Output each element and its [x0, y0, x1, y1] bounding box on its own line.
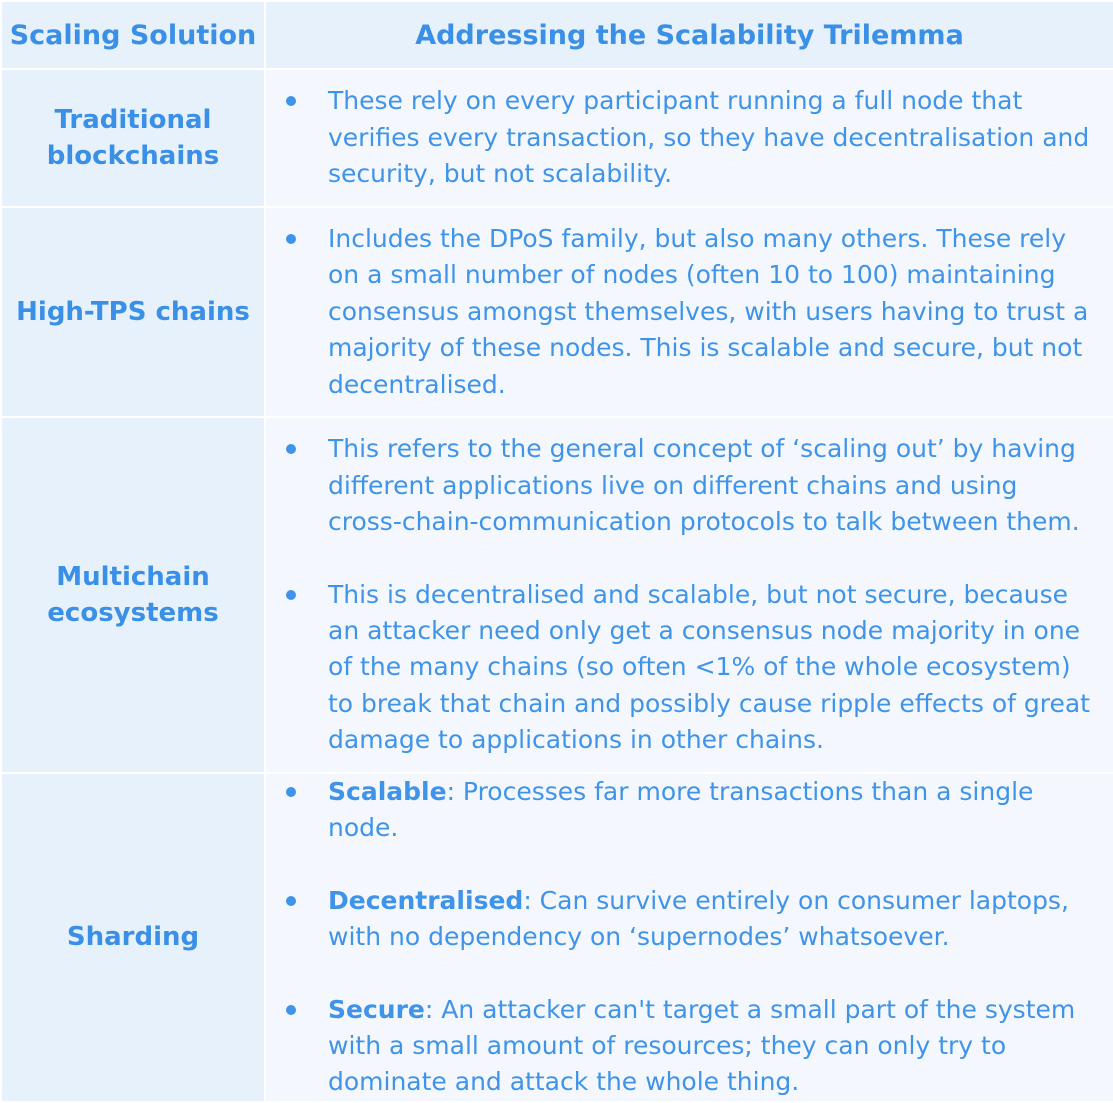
table-header-row	[1, 1, 1113, 69]
column-header-trilemma: Addressing the Scalability Trilemma	[265, 1, 1113, 69]
solution-details	[265, 69, 1113, 207]
bullet-icon	[286, 787, 296, 797]
bullet-item	[328, 221, 1093, 403]
solution-details	[265, 417, 1113, 773]
bullet-text: : Can survive entirely on consumer laptops, with no dependency on ‘supernodes’ whatsoever.	[328, 885, 1069, 952]
bullet-icon	[286, 444, 296, 454]
bullet-icon	[286, 96, 296, 106]
bullet-term-decentralised: Decentralised	[328, 885, 524, 915]
bullet-text: This is decentralised and scalable, but not secure, because an attacker need only get a consensus node majority in one of the many chains (so often <1% of the whole ecosystem) to break that chain and possibly cause ripple effects of great damage to applications in other chains.	[328, 579, 1090, 755]
solution-details	[265, 207, 1113, 417]
solution-name: Sharding	[1, 773, 265, 1102]
bullet-item	[328, 577, 1093, 759]
table-row-multichain-ecosystems	[1, 417, 1113, 773]
bullet-term-scalable: Scalable	[328, 777, 447, 806]
solution-details	[265, 773, 1113, 1102]
bullet-list	[266, 774, 1113, 1101]
column-header-scaling-solution: Scaling Solution	[1, 1, 265, 69]
solution-name: Traditional blockchains	[1, 69, 265, 207]
bullet-item	[328, 883, 1093, 956]
bullet-icon	[286, 234, 296, 244]
bullet-text: : An attacker can't target a small part of the system with a small amount of resources; they can only try to dominate and attack the whole thing.	[328, 994, 1076, 1097]
bullet-list	[266, 431, 1113, 758]
bullet-text: : Processes far more transactions than a single node.	[328, 777, 1034, 843]
solution-name: Multichain ecosystems	[1, 417, 265, 773]
bullet-icon	[286, 590, 296, 600]
bullet-text: This refers to the general concept of ‘scaling out’ by having different applications live on different chains and using cross-chain-communication protocols to talk between them.	[328, 434, 1080, 537]
bullet-text: These rely on every participant running a full node that verifies every transaction, so they have decentralisation and security, but not scalability.	[328, 86, 1090, 189]
bullet-list	[266, 221, 1113, 403]
bullet-item	[328, 992, 1093, 1101]
bullet-icon	[286, 896, 296, 906]
bullet-list	[266, 83, 1113, 192]
bullet-text: Includes the DPoS family, but also many others. These rely on a small number of nodes (often 10 to 100) maintaining consensus amongst themselves, with users having to trust a majority of these nodes. This is scalable and secure, but not decentralised.	[328, 223, 1089, 399]
bullet-item	[328, 431, 1093, 540]
solution-name: High-TPS chains	[1, 207, 265, 417]
table-row-high-tps-chains	[1, 207, 1113, 417]
bullet-icon	[286, 1005, 296, 1015]
table-row-traditional-blockchains	[1, 69, 1113, 207]
table-row-sharding	[1, 773, 1113, 1102]
bullet-term-secure: Secure	[328, 994, 425, 1024]
bullet-item	[328, 774, 1093, 847]
bullet-item	[328, 83, 1093, 192]
